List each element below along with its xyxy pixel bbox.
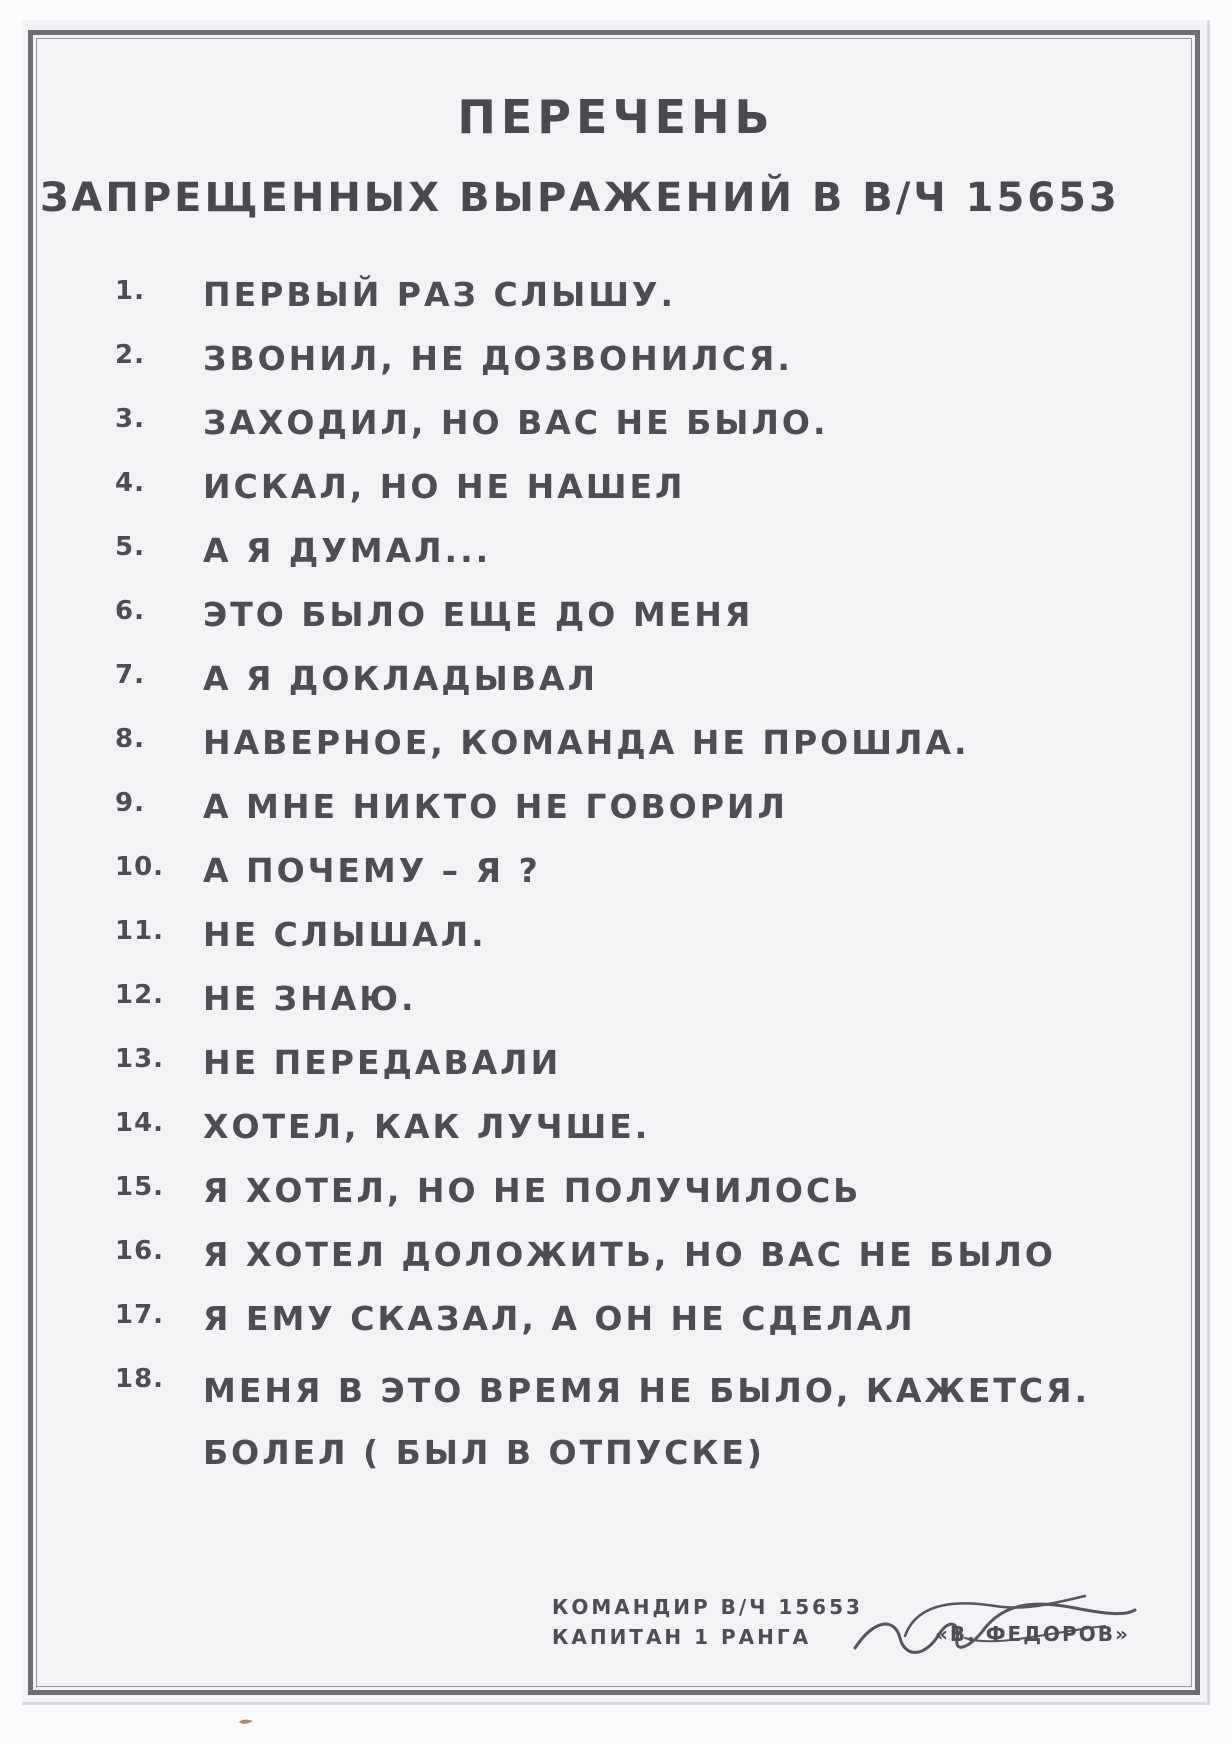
list-item [115, 400, 1135, 464]
list-item [115, 592, 1135, 656]
item-text: ЭТО БЫЛО ЕЩЕ ДО МЕНЯ [203, 595, 754, 634]
item-number: 3. [115, 404, 145, 434]
signature-block [552, 1592, 863, 1652]
item-number: 14. [115, 1108, 165, 1138]
list-item [115, 528, 1135, 592]
list-item [115, 1360, 1135, 1480]
item-number: 13. [115, 1044, 165, 1074]
item-text: Я ХОТЕЛ, НО НЕ ПОЛУЧИЛОСЬ [203, 1171, 862, 1210]
item-text: Я ХОТЕЛ ДОЛОЖИТЬ, НО ВАС НЕ БЫЛО [203, 1235, 1056, 1274]
document-title: ПЕРЕЧЕНЬ [457, 90, 775, 144]
list-item [115, 272, 1135, 336]
item-number: 15. [115, 1172, 165, 1202]
document-subtitle: ЗАПРЕЩЕННЫХ ВЫРАЖЕНИЙ В В/Ч 15653 [40, 175, 1120, 221]
commander-title: КОМАНДИР В/Ч 15653 [552, 1595, 863, 1619]
item-number: 8. [115, 724, 145, 754]
item-number: 12. [115, 980, 165, 1010]
item-number: 7. [115, 660, 145, 690]
item-text: МЕНЯ В ЭТО ВРЕМЯ НЕ БЫЛО, КАЖЕТСЯ. БОЛЕЛ ( БЫЛ В ОТПУСКЕ) [203, 1371, 1091, 1472]
item-number: 4. [115, 468, 145, 498]
item-text: ЗАХОДИЛ, НО ВАС НЕ БЫЛО. [203, 403, 829, 442]
item-number: 2. [115, 340, 145, 370]
item-text: НЕ СЛЫШАЛ. [203, 915, 487, 954]
item-text: ПЕРВЫЙ РАЗ СЛЫШУ. [203, 275, 677, 314]
item-number: 5. [115, 532, 145, 562]
item-text: А МНЕ НИКТО НЕ ГОВОРИЛ [203, 787, 788, 826]
item-number: 1. [115, 276, 145, 306]
item-text: НАВЕРНОЕ, КОМАНДА НЕ ПРОШЛА. [203, 723, 970, 762]
list-item [115, 848, 1135, 912]
list-item [115, 720, 1135, 784]
item-text: НЕ ПЕРЕДАВАЛИ [203, 1043, 562, 1082]
list-item [115, 1168, 1135, 1232]
item-number: 11. [115, 916, 165, 946]
item-text: А Я ДОКЛАДЫВАЛ [203, 659, 598, 698]
list-item [115, 656, 1135, 720]
item-text: НЕ ЗНАЮ. [203, 979, 417, 1018]
list-item [115, 1104, 1135, 1168]
list-item [115, 1296, 1135, 1360]
commander-rank: КАПИТАН 1 РАНГА [552, 1625, 812, 1649]
item-number: 18. [115, 1364, 165, 1394]
item-number: 10. [115, 852, 165, 882]
item-text: ХОТЕЛ, КАК ЛУЧШЕ. [203, 1107, 651, 1146]
list-item [115, 1232, 1135, 1296]
item-number: 16. [115, 1236, 165, 1266]
item-text: Я ЕМУ СКАЗАЛ, А ОН НЕ СДЕЛАЛ [203, 1299, 916, 1338]
list-item [115, 912, 1135, 976]
commander-name: «В. ФЕДОРОВ» [935, 1622, 1130, 1646]
list-item [115, 976, 1135, 1040]
item-text: ИСКАЛ, НО НЕ НАШЕЛ [203, 467, 686, 506]
list-item [115, 1040, 1135, 1104]
list-item [115, 336, 1135, 400]
list-item [115, 784, 1135, 848]
item-text: ЗВОНИЛ, НЕ ДОЗВОНИЛСЯ. [203, 339, 793, 378]
item-text: А ПОЧЕМУ – Я ? [203, 851, 541, 890]
paper-speck [238, 1718, 254, 1726]
forbidden-phrases-list [115, 272, 1135, 1480]
item-number: 17. [115, 1300, 165, 1330]
item-number: 9. [115, 788, 145, 818]
item-number: 6. [115, 596, 145, 626]
list-item [115, 464, 1135, 528]
item-text: А Я ДУМАЛ... [203, 531, 492, 570]
